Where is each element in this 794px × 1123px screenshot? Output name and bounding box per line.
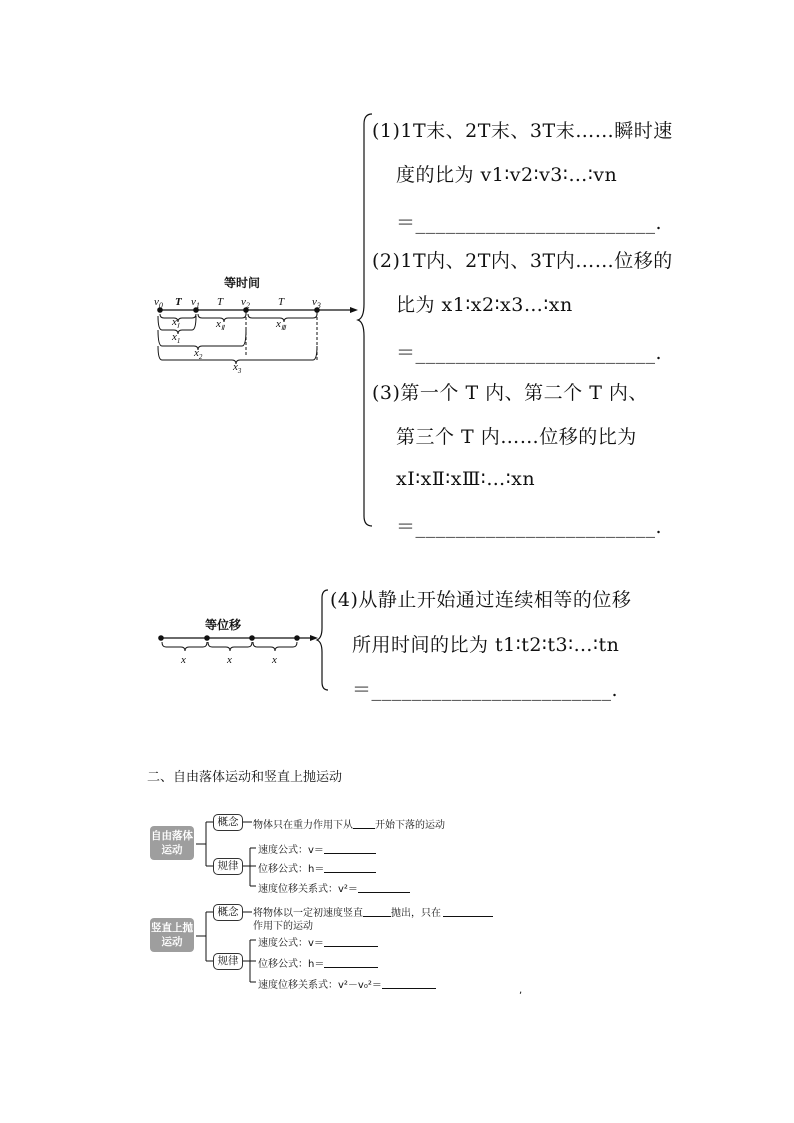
vertical-throw-concept-text-1: 将物体以一定初速度竖直 抛出，只在 <box>253 904 493 919</box>
label-v2: $v_2$ <box>241 296 250 311</box>
label-v3: $v_3$ <box>312 296 321 311</box>
item1-line1: (1)1T末、2T末、3T末……瞬时速 <box>372 120 673 142</box>
label-x1: $x_1$ <box>172 331 181 346</box>
vertical-throw-law-box: 规律 <box>213 953 243 970</box>
label-T3: T <box>278 296 285 308</box>
label-T2: T <box>217 296 224 308</box>
disp-point-3 <box>294 635 300 641</box>
disp-point-0 <box>158 635 164 641</box>
item1-line3: ＝________________________. <box>396 212 663 234</box>
item3-line3: xⅠ∶xⅡ∶xⅢ∶…∶xn <box>396 468 536 490</box>
label-xI: $x_Ⅰ$ <box>172 316 179 331</box>
item1-line2: 度的比为 v1∶v2∶v3∶…∶vn <box>396 164 618 186</box>
free-fall-concept-box: 概念 <box>213 814 243 831</box>
disp-point-2 <box>249 635 255 641</box>
equal-displacement-diagram <box>155 612 325 672</box>
item2-line1: (2)1T内、2T内、3T内……位移的 <box>372 250 673 272</box>
equal-time-title: 等时间 <box>224 276 261 290</box>
free-fall-root: 自由落体运动 <box>150 826 194 860</box>
label-xII: $x_Ⅱ$ <box>216 318 225 333</box>
free-fall-law-box: 规律 <box>213 858 243 875</box>
item2-line3: ＝________________________. <box>396 342 663 364</box>
item2-line2: 比为 x1∶x2∶x3…∶xn <box>396 294 573 316</box>
vertical-throw-concept-text-2: 作用下的运动 <box>253 921 313 932</box>
label-v1: $v_1$ <box>191 296 200 311</box>
label-x3: $x_3$ <box>233 361 242 376</box>
disp-label-1: x <box>181 654 186 666</box>
item3-line2: 第三个 T 内……位移的比为 <box>396 426 637 448</box>
vertical-throw-displacement: 位移公式：h＝ <box>258 955 378 970</box>
disp-label-2: x <box>227 654 232 666</box>
vertical-throw-concept-box: 概念 <box>213 904 243 921</box>
free-fall-concept-text: 物体只在重力作用下从 开始下落的运动 <box>253 820 445 831</box>
trailing-mark: , <box>519 985 523 996</box>
free-fall-speed: 速度公式：v＝ <box>258 841 376 856</box>
disp-label-3: x <box>272 654 277 666</box>
free-fall-displacement: 位移公式：h＝ <box>258 860 376 875</box>
equal-time-diagram <box>150 268 370 378</box>
item3-line4: ＝________________________. <box>396 516 663 538</box>
vertical-throw-relation: 速度位移关系式：v²－v₀²＝ <box>258 976 436 991</box>
item4-line1: (4)从静止开始通过连续相等的位移 <box>330 589 632 611</box>
top-curly-brace <box>356 112 376 532</box>
disp-point-1 <box>204 635 210 641</box>
vertical-throw-speed: 速度公式：v＝ <box>258 934 378 949</box>
equal-displacement-title: 等位移 <box>205 618 242 632</box>
label-T1: T <box>175 296 182 308</box>
label-xIII: $x_Ⅲ$ <box>276 318 286 333</box>
free-fall-relation: 速度位移关系式：v²＝ <box>258 880 410 895</box>
disp-brace-1 <box>162 642 207 651</box>
item4-line3: ＝________________________. <box>352 679 619 701</box>
label-v0: $v_0$ <box>154 296 163 311</box>
vertical-throw-root: 竖直上抛运动 <box>150 918 194 952</box>
label-x2: $x_2$ <box>194 347 203 362</box>
disp-brace-3 <box>253 642 297 651</box>
disp-brace-2 <box>208 642 252 651</box>
section2-title: 二、自由落体运动和竖直上抛运动 <box>147 770 343 785</box>
item3-line1: (3)第一个 T 内、第二个 T 内、 <box>372 382 648 404</box>
item4-line2: 所用时间的比为 t1∶t2∶t3∶…∶tn <box>352 634 620 656</box>
